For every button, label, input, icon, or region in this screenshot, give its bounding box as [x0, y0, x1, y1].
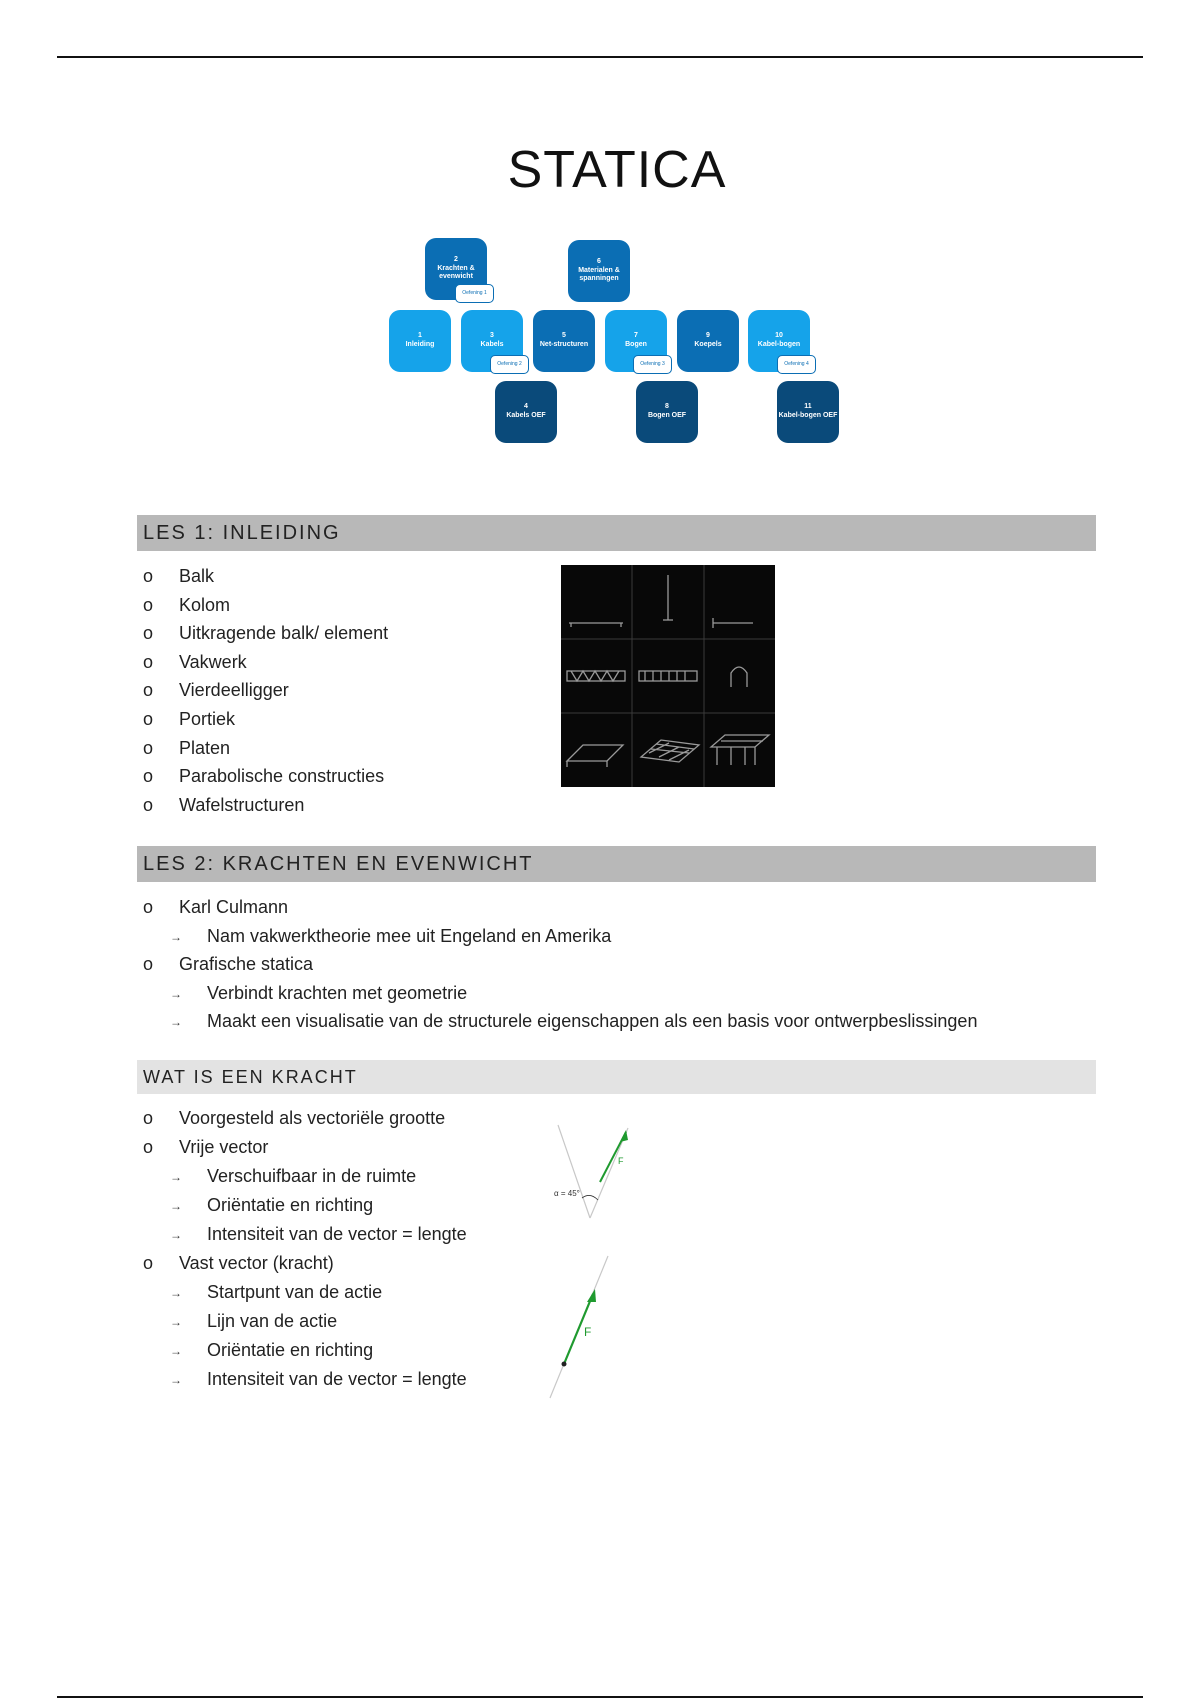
- section-heading-kracht: WAT IS EEN KRACHT: [137, 1060, 1096, 1094]
- tile-lesson-1: [389, 310, 451, 372]
- arrow-icon: →: [170, 1315, 182, 1329]
- bullet-icon: o: [143, 766, 154, 787]
- arrowhead-icon: [587, 1289, 596, 1302]
- tile-label: Kabel-bogen: [757, 341, 801, 348]
- tile-lesson-5: [533, 310, 595, 372]
- tile-num: 3: [490, 332, 494, 340]
- list-item: Vast vector (kracht): [179, 1253, 334, 1273]
- sub-list-item: Maakt een visualisatie van de structurele eigenschappen als een basis voor ontwerpbeslissingen: [207, 1011, 978, 1032]
- tile-num: 7: [634, 332, 638, 340]
- sub-list-item: Intensiteit van de vector = lengte: [207, 1369, 467, 1389]
- tile-label: Bogen: [625, 341, 647, 348]
- tile-lesson-11: [777, 381, 839, 443]
- list-item: Vrije vector: [179, 1137, 269, 1157]
- tile-label: Net-structuren: [539, 341, 589, 348]
- sub-list-item: Startpunt van de actie: [207, 1282, 383, 1302]
- exercise-badge: Oefening 1: [455, 284, 494, 303]
- bullet-icon: o: [143, 794, 154, 815]
- arrow-icon: →: [170, 1015, 182, 1030]
- section-heading-les2: LES 2: KRACHTEN EN EVENWICHT: [137, 846, 1096, 882]
- free-vector-figure: [548, 1120, 634, 1220]
- exercise-badge: Oefening 2: [490, 355, 529, 374]
- tile-num: 2: [454, 255, 458, 263]
- structure-types-image: [561, 565, 775, 787]
- tile-num: 11: [804, 403, 812, 411]
- force-label: F: [584, 1325, 592, 1339]
- list-item: Parabolische constructies: [179, 766, 385, 787]
- tile-num: 8: [665, 403, 669, 411]
- tile-label: Inleiding: [405, 341, 435, 348]
- bullet-icon: o: [143, 1137, 154, 1157]
- list-item: Vakwerk: [179, 651, 247, 672]
- list-item: Portiek: [179, 709, 236, 729]
- list-item: Kolom: [179, 594, 231, 615]
- tile-num: 10: [775, 332, 783, 340]
- bottom-rule: [57, 1696, 1143, 1698]
- start-point: [562, 1362, 567, 1367]
- tile-label: Kabels: [480, 341, 504, 348]
- bullet-icon: o: [143, 566, 154, 586]
- sub-list-item: Oriëntatie en richting: [207, 1340, 374, 1360]
- tile-label: Kabels OEF: [506, 412, 546, 419]
- sub-list-item: Verbindt krachten met geometrie: [207, 982, 468, 1003]
- exercise-badge: Oefening 4: [777, 355, 816, 374]
- bullet-icon: o: [143, 897, 154, 917]
- exercise-badge: Oefening 3: [633, 355, 672, 374]
- list-item: Grafische statica: [179, 954, 314, 975]
- tile-label: Koepels: [694, 341, 722, 348]
- tile-num: 6: [597, 257, 601, 265]
- arrow-icon: →: [170, 986, 182, 1001]
- sub-list-item: Oriëntatie en richting: [207, 1195, 374, 1215]
- tile-label: Krachten & evenwicht: [437, 264, 475, 281]
- tile-num: 1: [418, 332, 422, 340]
- tile-num: 9: [706, 332, 710, 340]
- tile-lesson-6: [568, 240, 630, 302]
- sub-list-item: Nam vakwerktheorie mee uit Engeland en Amerika: [207, 925, 612, 946]
- angle-label: α = 45°: [554, 1189, 580, 1198]
- list-item: Wafelstructuren: [179, 794, 305, 815]
- section-heading-les1: LES 1: INLEIDING: [137, 515, 1096, 551]
- bullet-icon: o: [143, 594, 154, 615]
- tile-lesson-4: [495, 381, 557, 443]
- bullet-icon: o: [143, 651, 154, 672]
- list-item: Karl Culmann: [179, 897, 289, 917]
- list-item: Voorgesteld als vectoriële grootte: [179, 1108, 446, 1128]
- list-item: Uitkragende balk/ element: [179, 623, 389, 644]
- force-label: F: [618, 1156, 624, 1166]
- bullet-icon: o: [143, 623, 154, 644]
- sub-list-item: Intensiteit van de vector = lengte: [207, 1224, 467, 1244]
- tile-num: 4: [524, 403, 528, 411]
- bullet-icon: o: [143, 709, 154, 729]
- course-overview-diagram: [385, 235, 845, 450]
- arrow-icon: →: [170, 929, 182, 944]
- arrow-icon: →: [170, 1228, 182, 1242]
- tile-label: Materialen & spanningen: [578, 266, 620, 283]
- arrow-icon: →: [170, 1344, 182, 1358]
- sub-list-item: Lijn van de actie: [207, 1311, 338, 1331]
- arrow-icon: →: [170, 1286, 182, 1300]
- tile-lesson-8: [636, 381, 698, 443]
- arrow-icon: →: [170, 1373, 182, 1387]
- bullet-icon: o: [143, 680, 154, 701]
- top-rule: [57, 56, 1143, 58]
- list-item: Platen: [179, 737, 231, 758]
- tile-label: Bogen OEF: [647, 412, 687, 419]
- list-item: Vierdeelligger: [179, 680, 289, 701]
- sub-list-item: Verschuifbaar in de ruimte: [207, 1166, 417, 1186]
- fixed-vector-figure: [542, 1252, 612, 1400]
- tile-label: Kabel-bogen OEF: [778, 412, 838, 419]
- bullet-icon: o: [143, 737, 154, 758]
- page-title: STATICA: [507, 141, 727, 199]
- bullet-icon: o: [143, 1108, 154, 1128]
- arrow-icon: →: [170, 1170, 182, 1184]
- tile-lesson-9: [677, 310, 739, 372]
- bullet-icon: o: [143, 1253, 154, 1273]
- list-item: Balk: [179, 566, 215, 586]
- tile-num: 5: [562, 332, 566, 340]
- arrow-icon: →: [170, 1199, 182, 1213]
- bullet-icon: o: [143, 954, 154, 975]
